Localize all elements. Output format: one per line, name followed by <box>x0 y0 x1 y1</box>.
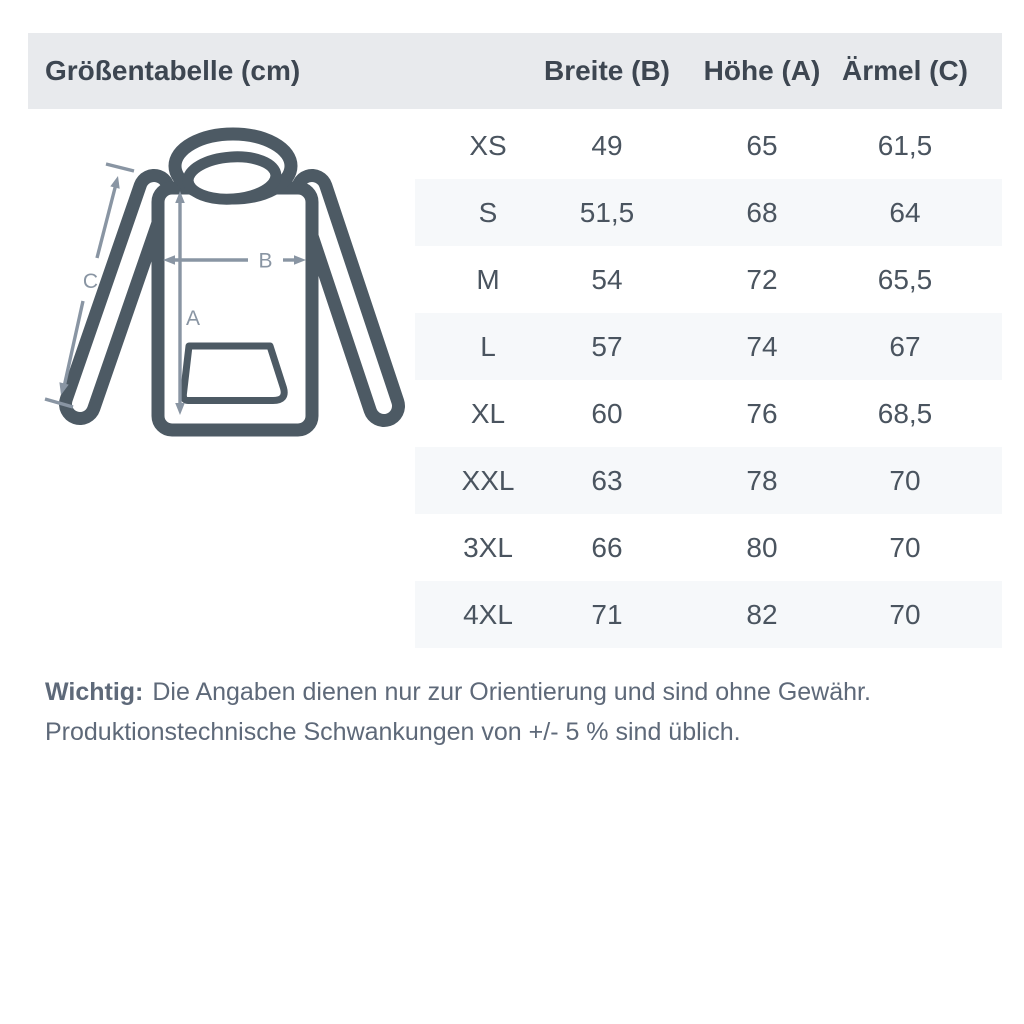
page-title: Größentabelle (cm) <box>45 55 301 86</box>
hoodie-measurement-diagram <box>40 118 420 463</box>
footer-line-1-text: Die Angaben dienen nur zur Orientierung und sind ohne Gewähr. <box>152 678 871 706</box>
table-row-3xl <box>415 514 1002 581</box>
breite-cell: 49 <box>591 130 623 161</box>
breite-cell: 71 <box>591 599 623 630</box>
aermel-cell: 67 <box>889 331 921 362</box>
size-cell: XS <box>469 130 507 161</box>
size-cell: 4XL <box>463 599 513 630</box>
size-cell: L <box>480 331 496 362</box>
hoehe-cell: 82 <box>746 599 778 630</box>
size-cell: XXL <box>461 465 515 496</box>
aermel-cell: 70 <box>889 599 921 630</box>
breite-cell: 54 <box>591 264 623 295</box>
aermel-cell: 68,5 <box>877 398 933 429</box>
column-header-breite: Breite (B) <box>543 55 670 86</box>
breite-cell: 66 <box>591 532 623 563</box>
measure-label-c: C <box>82 270 100 293</box>
aermel-cell: 70 <box>889 465 921 496</box>
hoehe-cell: 80 <box>746 532 778 563</box>
breite-cell: 60 <box>591 398 623 429</box>
breite-cell: 63 <box>591 465 623 496</box>
measure-label-b: B <box>258 249 274 273</box>
breite-cell: 51,5 <box>579 197 635 228</box>
table-row-xs <box>415 112 1002 179</box>
size-cell: XL <box>470 398 506 429</box>
hoehe-cell: 68 <box>746 197 778 228</box>
column-header-aermel: Ärmel (C) <box>841 55 968 86</box>
aermel-cell: 65,5 <box>877 264 933 295</box>
hoodie-outline-icon <box>80 134 384 430</box>
size-table-body <box>415 112 1002 648</box>
hoehe-cell: 72 <box>746 264 778 295</box>
arrow-up-right-icon <box>110 176 119 189</box>
hood-inner <box>187 154 278 202</box>
kangaroo-pocket <box>183 346 284 401</box>
right-sleeve-inner <box>312 190 384 406</box>
hoehe-cell: 76 <box>746 398 778 429</box>
hoehe-cell: 78 <box>746 465 778 496</box>
footer-line-2: Produktionstechnische Schwankungen von +/- 5 % sind üblich. <box>45 718 741 746</box>
footer-note <box>45 672 975 752</box>
left-sleeve-inner <box>80 190 154 404</box>
footer-line-1 <box>45 672 975 712</box>
table-row-s <box>415 179 1002 246</box>
hoehe-cell: 74 <box>746 331 778 362</box>
size-cell: 3XL <box>463 532 513 563</box>
footer-important-label: Wichtig: <box>45 678 144 706</box>
aermel-cell: 70 <box>889 532 921 563</box>
aermel-cell: 61,5 <box>877 130 933 161</box>
breite-cell: 57 <box>591 331 623 362</box>
table-row-xl <box>415 380 1002 447</box>
column-header-hoehe: Höhe (A) <box>703 55 821 86</box>
header-band <box>28 33 1002 109</box>
aermel-cell: 64 <box>889 197 921 228</box>
table-row-xxl <box>415 447 1002 514</box>
size-cell: M <box>476 264 500 295</box>
table-row-m <box>415 246 1002 313</box>
hoehe-cell: 65 <box>746 130 778 161</box>
sleeve-tick-top <box>106 164 134 171</box>
size-cell: S <box>478 197 498 228</box>
measure-label-a: A <box>186 307 202 330</box>
table-row-4xl <box>415 581 1002 648</box>
table-row-l <box>415 313 1002 380</box>
